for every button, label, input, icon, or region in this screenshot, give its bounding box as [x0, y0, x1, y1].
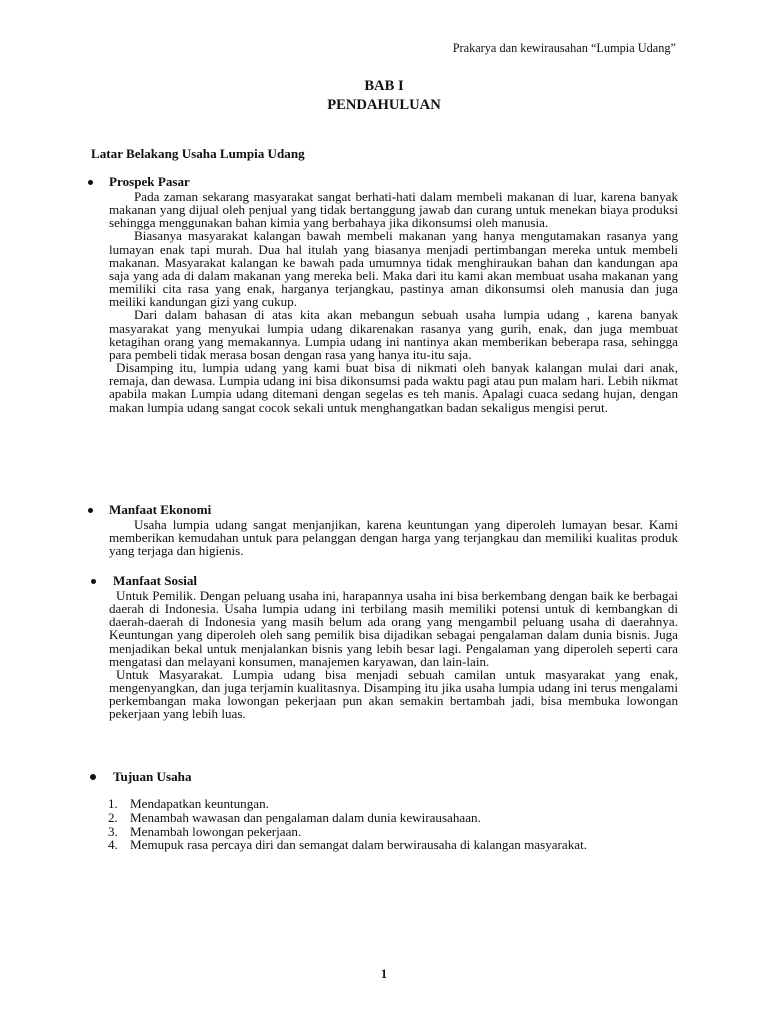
paragraph: Untuk Masyarakat. Lumpia udang bisa menjadi sebuah camilan untuk masyarakat yang enak, mengenyangkan, dan juga terjamin kualitasnya. Disamping itu jika usaha lumpia udang ini terus mengalami perkembangan maka lowongan pekerjaan pun akan semakin bertambah jadi, bisa membuka lowongan pekerjaan yang lebih luas. — [109, 666, 678, 722]
list-item — [108, 838, 708, 852]
subsection-body — [109, 589, 678, 721]
list-item-text: Menambah lowongan pekerjaan. — [130, 823, 302, 839]
subsection-body — [109, 518, 678, 557]
list-item — [108, 797, 708, 811]
goals-list — [108, 797, 708, 852]
paragraph: Dari dalam bahasan di atas kita akan mebangun sebuah usaha lumpia udang , karena banyak masyarakat yang menyukai lumpia udang dikarenakan rasanya yang gurih, enak, dan juga membuat ketagihan orang yang memakannya. Lumpia udang ini nantinya akan memberikan beberapa rasa, sehingga para pembeli tidak merasa bosan dengan rasa yang hanya itu-itu saja. — [109, 307, 678, 362]
subsection-manfaat-sosial — [84, 573, 684, 721]
paragraph: Pada zaman sekarang masyarakat sangat berhati-hati dalam membeli makanan di luar, karena banyak makanan yang dijual oleh penjual yang tidak bertanggung jawab dan curang untuk menekan biaya produksi sehingga menggunakan bahan kimia yang berbahaya jika dikonsumsi oleh manusia. — [109, 189, 678, 231]
list-item-text: Mendapatkan keuntungan. — [130, 796, 269, 811]
list-item-text: Memupuk rasa percaya diri dan semangat dalam berwirausaha di kalangan masyarakat. — [130, 837, 588, 853]
list-number: 2. — [108, 809, 118, 825]
paragraph: Biasanya masyarakat kalangan bawah membeli makanan yang hanya mengutamakan rasanya yang lumayan enak tapi murah. Dua hal itulah yang biasanya menjadi pertimbangan mereka untuk membeli makanan. Masyarakat kalangan ke bawah pada umumnya tidak menghiraukan bahan dan kandungan apa saja yang ada di dalam makanan yang mereka beli. Maka dari itu kami akan membuat usaha makanan yang memiliki cita rasa yang enak, harganya terjangkau, pastinya aman dikonsumsi oleh manusia dan juga meiliki kandungan gizi yang cukup. — [109, 228, 678, 310]
list-item — [108, 811, 708, 825]
subsection-heading: Manfaat Sosial — [113, 573, 198, 588]
subsection-tujuan-usaha — [84, 769, 684, 785]
bullet-icon — [91, 579, 96, 584]
paragraph: Untuk Pemilik. Dengan peluang usaha ini, harapannya usaha ini bisa berkembang dengan baik ke berbagai daerah di Indonesia. Usaha lumpia udang ini terbilang masih memiliki potensi untuk di kembangkan di daerah-daerah di Indonesia yang masih belum ada orang yang mengambil peluang usaha di daerahnya. Keuntungan yang diperoleh oleh sang pemilik bisa dijadikan sebagai pengalaman dalam dunia bisnis. Juga menjadikan bekal untuk menjalankan bisnis yang lebih besar lagi. Pengalaman yang diperoleh seperti cara mengatasi dan melayani konsumen, manajemen karyawan, dan lain-lain. — [109, 588, 678, 669]
list-number: 4. — [108, 837, 118, 853]
chapter-title: PENDAHULUAN — [327, 97, 441, 113]
paragraph: Disamping itu, lumpia udang yang kami buat bisa di nikmati oleh banyak kalangan mulai dari anak, remaja, dan dewasa. Lumpia udang ini bisa dikonsumsi pada waktu pagi atau pun malam hari. Lebih nikmat apabila makan Lumpia udang ditemani dengan segelas es teh manis. Apalagi cuaca sedang hujan, dengan makan lumpia udang sangat cocok sekali untuk menghangatkan badan sekaligus mengisi perut. — [109, 360, 678, 415]
page-number: 1 — [380, 967, 388, 981]
list-item — [108, 825, 708, 839]
bullet-icon — [88, 508, 93, 513]
subsection-prospek-pasar — [84, 174, 684, 414]
subsection-heading: Prospek Pasar — [109, 174, 190, 189]
subsection-manfaat-ekonomi — [84, 502, 684, 557]
subsection-heading: Tujuan Usaha — [113, 769, 192, 784]
paragraph: Usaha lumpia udang sangat menjanjikan, karena keuntungan yang diperoleh lumayan besar. Kami memberikan kemudahan untuk para pelanggan dengan harga yang terjangkau dan memiliki kualitas produk yang terjaga dan higienis. — [109, 517, 678, 559]
chapter-number: BAB I — [364, 78, 404, 94]
bullet-icon — [88, 180, 93, 185]
section-title: Latar Belakang Usaha Lumpia Udang — [91, 146, 305, 161]
bullet-icon — [90, 774, 96, 780]
list-number: 1. — [108, 796, 118, 811]
subsection-body — [109, 190, 678, 414]
subsection-heading: Manfaat Ekonomi — [109, 502, 212, 517]
list-number: 3. — [108, 823, 118, 839]
list-item-text: Menambah wawasan dan pengalaman dalam dunia kewirausahaan. — [130, 809, 481, 825]
running-header: Prakarya dan kewirausahan “Lumpia Udang” — [452, 41, 676, 55]
